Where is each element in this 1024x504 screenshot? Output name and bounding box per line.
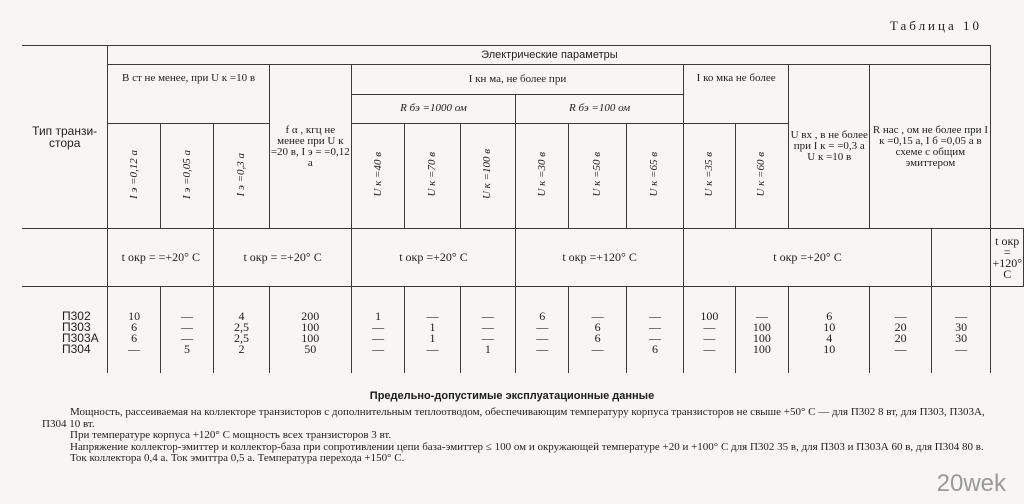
header-rbe-1000: R бэ =1000 ом [351,94,515,124]
col-uk-30: 6 — — — [516,287,569,373]
col-fa: 200 100 100 50 [269,287,351,373]
col-uk-35: 100 — — — [684,287,736,373]
sub-ie-005: I э =0,05 а [160,124,213,229]
temp-120-b: t окр = +120° C [991,229,1024,287]
header-bst: B ст не менее, при U к =10 в [108,65,269,124]
temp-20-b: t окр = =+20° C [214,229,352,287]
limits-title: Предельно-допустимые эксплуатационные данные [369,390,655,402]
sub-uk-100: U к =100 в [460,124,515,229]
header-ikn: I кн ма, не более при [351,65,683,95]
table-caption: Таблица 10 [889,18,982,33]
header-type: Тип транзи-стора [22,46,108,229]
note-voltage: Напряжение коллектор-эмиттер и коллектор-база при сопротивлении цепи база-эмиттер ≤ 100 ом и окружающей температуре +20 и +100° С для П302 35 в, для П303 и П303А 60 в, для П304 80 в. [70,440,984,453]
sub-uk-35: U к =35 в [684,124,736,229]
header-rnas: R нас , ом не более при I к =0,15 а, I б =0,05 а в схеме с общим эмиттером [870,65,991,229]
limits-notes [42,407,992,465]
col-rnas-120: — 30 30 — [931,287,991,373]
type-column: П302 П303 П303А П304 [22,287,108,373]
col-uk-100: — — — 1 [460,287,515,373]
col-uk-70: — 1 1 — [405,287,460,373]
sub-ie-03: I э =0,3 а [214,124,269,229]
col-uk-60: — 100 100 100 [735,287,789,373]
header-rbe-100: R бэ =100 ом [516,94,684,124]
sub-uk-50: U к =50 в [569,124,626,229]
col-ubx: 6 10 4 10 [789,287,870,373]
parameters-table [22,45,1024,373]
temp-120-a: t окр =+120° C [516,229,684,287]
sub-uk-30: U к =30 в [516,124,569,229]
col-ie-012: 10 6 6 — [108,287,160,373]
sub-uk-60: U к =60 в [735,124,789,229]
temp-20-c: t окр =+20° C [351,229,515,287]
note-power: Мощность, рассеиваемая на коллекторе транзисторов с дополнительным теплоотводом, обеспечивающим температуру корпуса транзисторов не свыше +50° С — для П302 8 вт, для П303, П303А, П304 10 вт. [42,406,985,430]
header-ubx: U вх , в не более при I к = =0,3 а U к =10 в [789,65,870,229]
note-current: Ток коллектора 0,4 а. Ток эмиттра 0,5 а. Температура перехода +150° С. [70,452,405,464]
note-power-120: При температуре корпуса +120° С мощность всех транзисторов 3 вт. [70,429,392,441]
col-ie-005: — — — 5 [160,287,213,373]
header-electrical-params: Электрические параметры [108,46,991,65]
col-rnas-20: — 20 20 — [870,287,931,373]
sub-uk-70: U к =70 в [405,124,460,229]
col-ie-03: 4 2,5 2,5 2 [214,287,269,373]
col-uk-50: — 6 6 — [569,287,626,373]
temp-20-a: t окр = =+20° C [108,229,214,287]
col-uk-65: — — — 6 [626,287,683,373]
header-fa: f α , кгц не менее при U к =20 в, I э = =0,12 а [269,65,351,229]
col-uk-40: 1 — — — [351,287,404,373]
header-iko: I ко мка не более [684,65,789,124]
sub-uk-65: U к =65 в [626,124,683,229]
sub-ie-012: I э =0,12 а [108,124,160,229]
sub-uk-40: U к =40 в [351,124,404,229]
temp-20-d: t окр =+20° C [684,229,932,287]
watermark: 20wek [936,470,1006,497]
